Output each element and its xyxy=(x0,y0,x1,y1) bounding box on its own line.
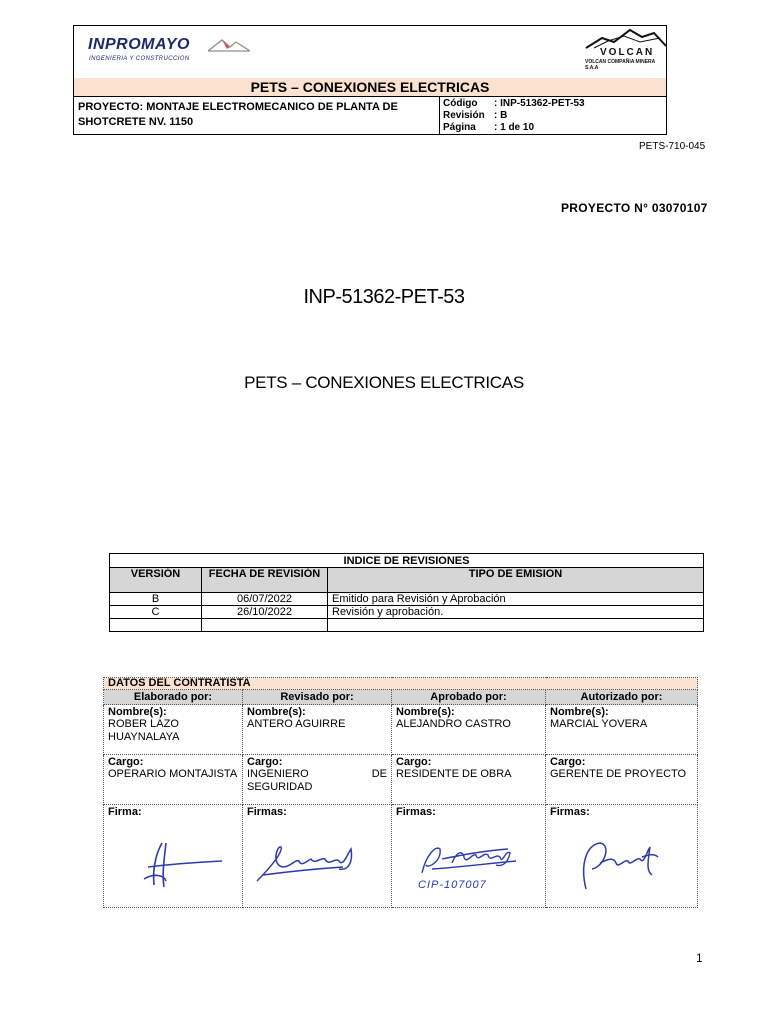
name-label: Nombre(s): xyxy=(247,706,306,718)
logo-band xyxy=(74,26,666,79)
header-approved-by: Aprobado por: xyxy=(392,690,546,705)
meta-page-value: : 1 de 10 xyxy=(494,122,535,133)
header-project-line-1: PROYECTO: MONTAJE ELECTROMECANICO DE PLANTA DE xyxy=(78,101,398,113)
meta-code-label: Código xyxy=(443,98,478,109)
role-value: OPERARIO MONTAJISTA xyxy=(108,768,238,780)
role-label: Cargo: xyxy=(550,756,586,768)
page-number: 1 xyxy=(696,951,703,965)
volcan-logo: VOLCAN xyxy=(600,47,655,58)
volcan-logo-subtitle: VOLCAN COMPAÑIA MINERA S.A.A xyxy=(585,59,656,71)
contractor-table xyxy=(103,677,698,908)
revision-date: 26/10/2022 xyxy=(202,606,328,619)
role-cell-approved xyxy=(392,755,546,805)
signature-stamp: CIP-107007 xyxy=(418,879,487,891)
header-authorized-by: Autorizado por: xyxy=(546,690,698,705)
meta-page-label: Página xyxy=(443,122,476,133)
table-row xyxy=(110,593,704,606)
meta-code-value: : INP-51362-PET-53 xyxy=(494,98,585,109)
inpromayo-logo-subtitle: INGENIERIA Y CONSTRUCCION xyxy=(89,56,190,62)
revisions-header-date: FECHA DE REVISIÓN xyxy=(202,568,328,593)
pets-code: PETS-710-045 xyxy=(639,141,706,152)
revision-type: Emitido para Revisión y Aprobación xyxy=(328,593,704,606)
header-project xyxy=(74,97,440,135)
contractor-caption: DATOS DEL CONTRATISTA xyxy=(104,678,698,690)
revisions-caption: INDICE DE REVISIONES xyxy=(110,554,704,568)
header-meta xyxy=(441,97,667,135)
name-label: Nombre(s): xyxy=(550,706,609,718)
role-label: Cargo: xyxy=(396,756,432,768)
revision-version xyxy=(110,619,202,632)
signature-cell-approved xyxy=(392,805,546,908)
meta-code xyxy=(443,98,585,110)
revisions-header-type: TIPO DE EMISION xyxy=(328,568,704,593)
document-title: PETS – CONEXIONES ELECTRICAS xyxy=(244,373,524,392)
revisions-table xyxy=(109,553,704,632)
role-value: RESIDENTE DE OBRA xyxy=(396,768,512,780)
meta-revision xyxy=(443,110,507,122)
signature-cell-authorized xyxy=(546,805,698,908)
inpromayo-logo-mark-icon xyxy=(208,38,250,52)
role-value: INGENIERO DE SEGURIDAD xyxy=(247,768,387,793)
table-row xyxy=(110,606,704,619)
name-value: ALEJANDRO CASTRO xyxy=(396,718,511,730)
name-value: ANTERO AGUIRRE xyxy=(247,718,346,730)
revision-type: Revisión y aprobación. xyxy=(328,606,704,619)
signature-label: Firmas: xyxy=(550,806,590,818)
signature-label: Firmas: xyxy=(247,806,287,818)
signature-image xyxy=(104,805,242,905)
signature-image xyxy=(243,805,391,905)
project-number: PROYECTO N° 03070107 xyxy=(561,201,708,215)
name-value: MARCIAL YOVERA xyxy=(550,718,648,730)
document-header xyxy=(73,25,667,135)
role-label: Cargo: xyxy=(247,756,283,768)
signature-cell-prepared xyxy=(104,805,243,908)
name-cell-prepared xyxy=(104,705,243,755)
signature-image xyxy=(546,805,694,905)
signature-label: Firma: xyxy=(108,806,142,818)
revision-version: C xyxy=(110,606,202,619)
name-cell-approved xyxy=(392,705,546,755)
header-project-line-2: SHOTCRETE NV. 1150 xyxy=(78,116,194,128)
name-label: Nombre(s): xyxy=(108,706,167,718)
name-label: Nombre(s): xyxy=(396,706,455,718)
name-value: ROBER LAZO HUAYNALAYA xyxy=(108,718,180,743)
role-cell-prepared xyxy=(104,755,243,805)
name-cell-authorized xyxy=(546,705,698,755)
revision-type xyxy=(328,619,704,632)
meta-revision-value: : B xyxy=(494,110,508,121)
header-title: PETS – CONEXIONES ELECTRICAS xyxy=(74,78,666,97)
revision-version: B xyxy=(110,593,202,606)
signature-cell-reviewed xyxy=(243,805,392,908)
meta-page xyxy=(443,122,534,134)
role-cell-reviewed xyxy=(243,755,392,805)
revision-date: 06/07/2022 xyxy=(202,593,328,606)
role-value: GERENTE DE PROYECTO xyxy=(550,768,687,780)
inpromayo-logo: INPROMAYO xyxy=(88,36,190,53)
header-prepared-by: Elaborado por: xyxy=(104,690,243,705)
role-label: Cargo: xyxy=(108,756,144,768)
document-code: INP-51362-PET-53 xyxy=(303,286,465,308)
revisions-header-version: VERSIÓN xyxy=(110,568,202,593)
header-reviewed-by: Revisado por: xyxy=(243,690,392,705)
revision-date xyxy=(202,619,328,632)
table-row xyxy=(110,619,704,632)
role-cell-authorized xyxy=(546,755,698,805)
signature-label: Firmas: xyxy=(396,806,436,818)
name-cell-reviewed xyxy=(243,705,392,755)
meta-revision-label: Revisión xyxy=(443,110,485,121)
